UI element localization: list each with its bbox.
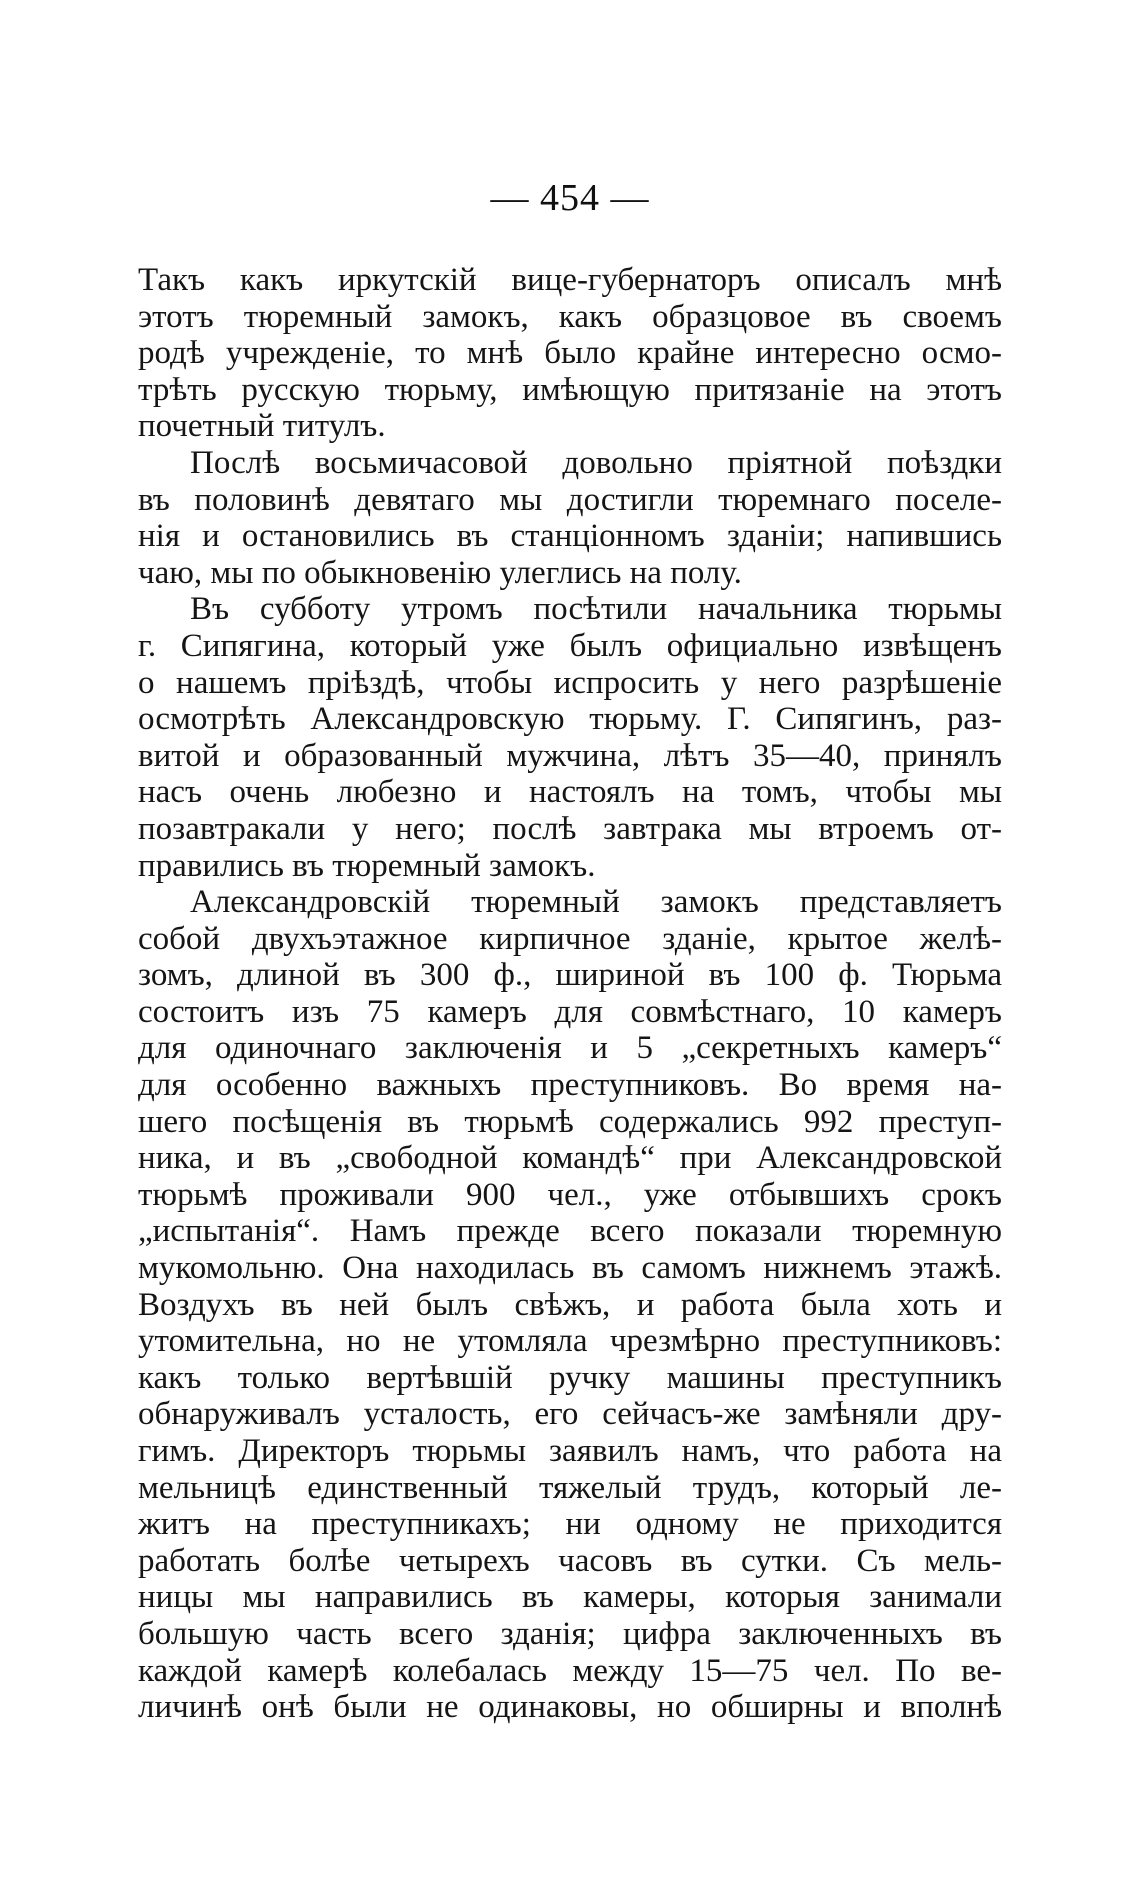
text-line: гимъ. Директоръ тюрьмы заявилъ намъ, что работа на [138,1433,1002,1469]
paragraph-4 [138,884,1002,1726]
text-line: для особенно важныхъ преступниковъ. Во время на- [138,1067,1002,1104]
paragraph-3 [138,591,1002,884]
text-line: въ половинѣ девятаго мы достигли тюремнаго поселе- [138,481,1002,518]
text-line: работать болѣе четырехъ часовъ въ сутки. Съ мель- [138,1542,1002,1579]
text-line: каждой камерѣ колебалась между 15—75 чел. По ве- [138,1652,1002,1689]
text-line: Въ субботу утромъ посѣтили начальника тюрьмы [190,591,1002,628]
text-line: какъ только вертѣвшій ручку машины преступникъ [138,1359,1002,1396]
text-line: Воздухъ въ ней былъ свѣжъ, и работа была хоть и [138,1286,1002,1323]
text-line: для одиночнаго заключенія и 5 „секретныхъ камеръ“ [138,1030,1002,1067]
text-line: трѣть русскую тюрьму, имѣющую притязаніе на этотъ [138,371,1002,408]
text-line: личинѣ онѣ были не одинаковы, но обширны и вполнѣ [138,1689,1002,1726]
text-line: насъ очень любезно и настоялъ на томъ, чтобы мы [138,774,1002,811]
text-line: мукомольню. Она находилась въ самомъ нижнемъ этажѣ. [138,1250,1002,1287]
text-line: ницы мы направились въ камеры, которыя занимали [138,1579,1002,1616]
text-line: витой и образованный мужчина, лѣтъ 35—40, принялъ [138,737,1002,774]
text-line: „испытанія“. Намъ прежде всего показали тюремную [138,1213,1002,1250]
text-line: зомъ, длиной въ 300 ф., шириной въ 100 ф. Тюрьма [138,957,1002,994]
text-line: утомительна, но не утомляла чрезмѣрно преступниковъ: [138,1323,1002,1360]
text-line: чаю, мы по обыкновенію улеглись на полу. [138,554,742,591]
text-line: большую часть всего зданія; цифра заключенныхъ въ [138,1615,1002,1652]
text-line: осмотрѣть Александровскую тюрьму. Г. Сипягинъ, раз- [138,701,1002,738]
body-text [138,262,1002,1726]
text-line: Такъ какъ иркутскій вице-губернаторъ описалъ мнѣ [138,262,1002,298]
text-line: мельницѣ единственный тяжелый трудъ, который ле- [138,1469,1002,1506]
text-line: собой двухъэтажное кирпичное зданіе, крытое желѣ- [138,920,1002,957]
text-line: позавтракали у него; послѣ завтрака мы втроемъ от- [138,810,1002,847]
paragraph-2 [138,445,1002,591]
text-line: этотъ тюремный замокъ, какъ образцовое въ своемъ [138,298,1002,335]
paragraph-1 [138,262,1002,445]
text-line: о нашемъ пріѣздѣ, чтобы испросить у него разрѣшеніе [138,664,1002,701]
text-line: Послѣ восьмичасовой довольно пріятной поѣздки [190,444,1002,481]
text-line: обнаруживалъ усталость, его сейчасъ-же замѣняли дру- [138,1396,1002,1433]
text-line: нія и остановились въ станціонномъ зданіи; напившись [138,518,1002,555]
text-line: родѣ учрежденіе, то мнѣ было крайне интересно осмо- [138,335,1002,372]
text-line: ника, и въ „свободной командѣ“ при Александровской [138,1140,1002,1177]
text-line: шего посѣщенія въ тюрьмѣ содержались 992 преступ- [138,1103,1002,1140]
text-line: житъ на преступникахъ; ни одному не приходится [138,1506,1002,1543]
text-line: г. Сипягина, который уже былъ официально извѣщенъ [138,627,1002,664]
text-line: почетный титулъ. [138,408,386,445]
page-number: — 454 — [490,177,650,219]
text-line: правились въ тюремный замокъ. [138,847,596,884]
text-line: тюрьмѣ проживали 900 чел., уже отбывшихъ срокъ [138,1176,1002,1213]
text-line: состоитъ изъ 75 камеръ для совмѣстнаго, 10 камеръ [138,993,1002,1030]
text-line: Александровскій тюремный замокъ представляетъ [190,884,1002,921]
